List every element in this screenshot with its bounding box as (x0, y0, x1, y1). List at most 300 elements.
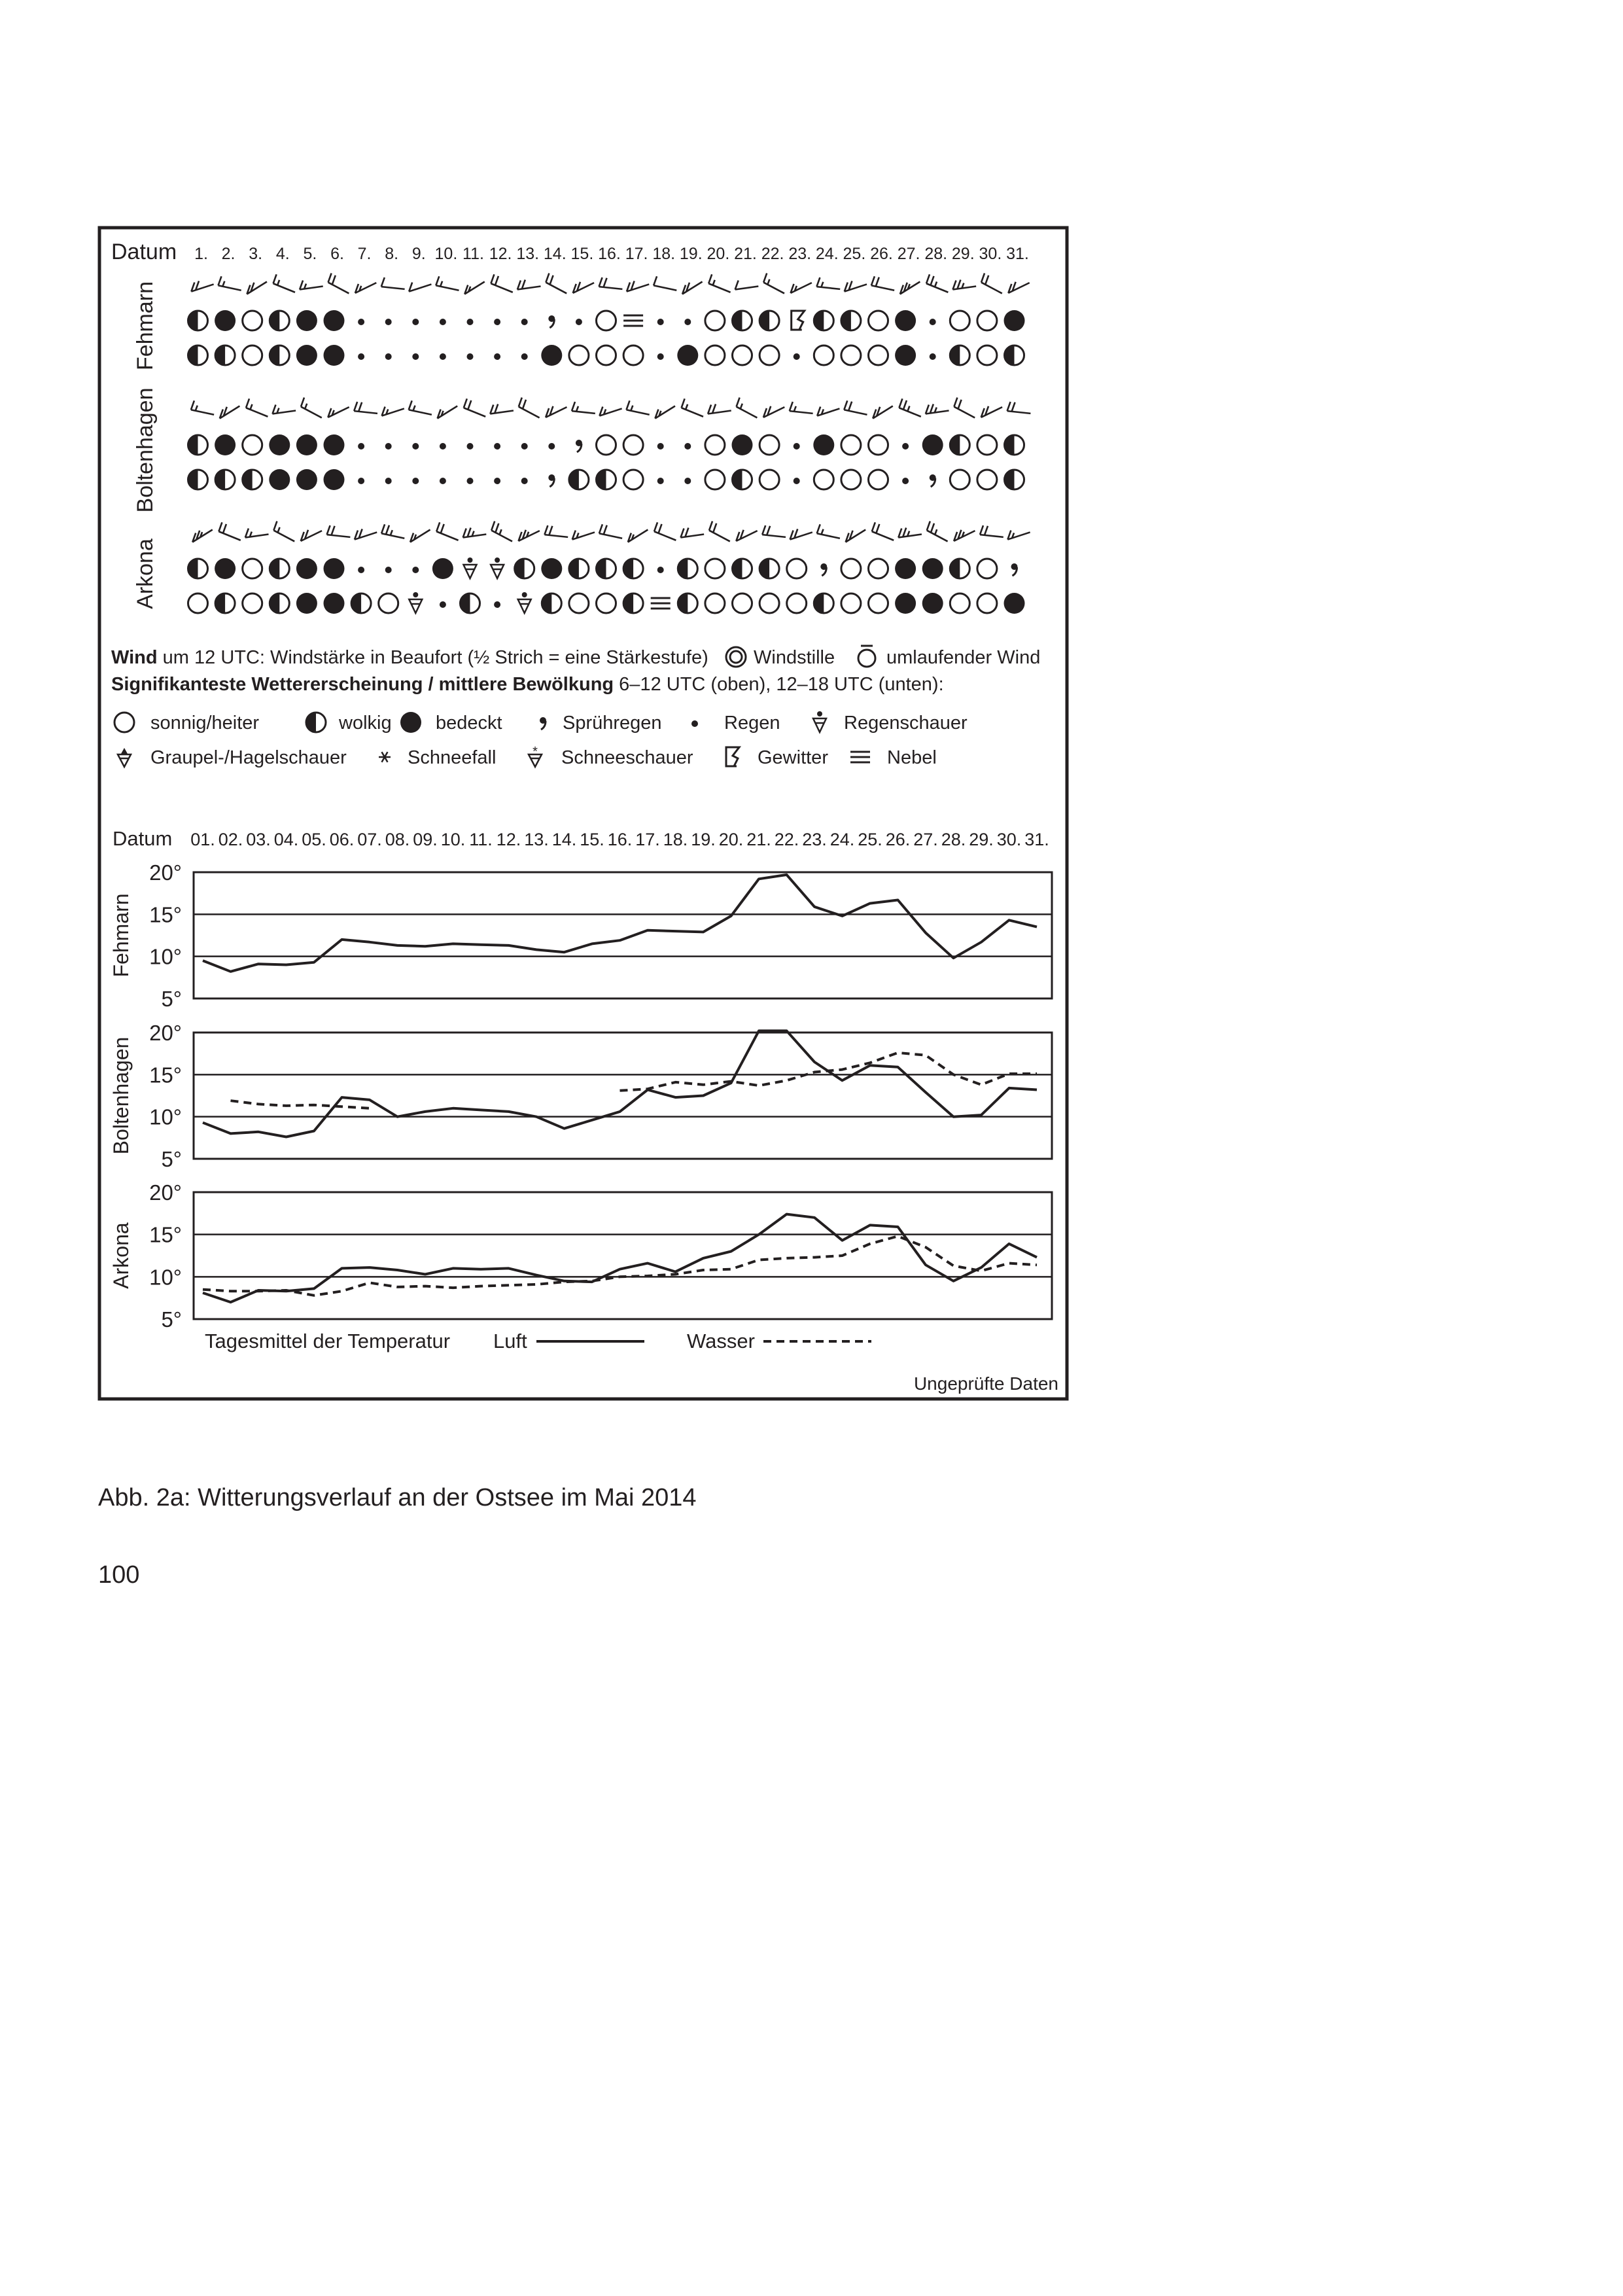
weather-symbol-sonnig (705, 559, 725, 578)
weather-symbol-wolkig (1005, 435, 1024, 455)
weather-symbol-sonnig (569, 345, 589, 365)
weather-symbol-sonnig (950, 311, 969, 330)
legend-label-bedeckt: bedeckt (436, 713, 502, 733)
wind-barb (655, 406, 675, 418)
weather-symbol-bedeckt (677, 345, 698, 366)
wind-barb (381, 524, 404, 538)
weather-symbol-bedeckt (732, 434, 753, 455)
day-label: 8. (385, 245, 399, 263)
y-tick-label: 15° (149, 1222, 182, 1247)
weather-symbol-sonnig (597, 593, 616, 613)
weather-symbol-sonnig (977, 435, 997, 455)
weather-symbol-sonnig (950, 593, 969, 613)
weather-symbol-sonnig (243, 345, 262, 365)
weather-symbol-spruehregen (540, 717, 546, 730)
weather-symbol-sonnig (841, 593, 861, 613)
day-label: 27. (897, 245, 920, 263)
wind-barb (628, 529, 648, 542)
wind-barb (192, 529, 213, 542)
day-label: 29. (951, 245, 975, 263)
weather-symbol-sonnig (841, 559, 861, 578)
weather-symbol-regen (412, 567, 419, 573)
wind-barb (546, 406, 567, 417)
wind-barb (1008, 282, 1029, 293)
weather-symbol-regen (385, 478, 392, 484)
wind-barb (218, 276, 241, 290)
weather-symbol-sonnig (243, 559, 262, 578)
wind-barb (817, 407, 839, 416)
day-label: 9. (411, 245, 426, 263)
y-tick-label: 20° (149, 1180, 182, 1205)
weather-symbol-schneeschauer (529, 745, 542, 767)
chart-day-label: 24. (829, 830, 855, 849)
chart-day-label: 26. (885, 830, 911, 849)
wind-barb (981, 274, 1002, 294)
weather-symbol-sonnig (597, 435, 616, 455)
wind-barb (817, 524, 840, 538)
weather-symbol-regen (494, 353, 500, 360)
weather-symbol-bedeckt (296, 434, 317, 455)
weather-symbol-regen (358, 478, 364, 484)
day-label: 26. (870, 245, 893, 263)
station-label-arkona: Arkona (133, 539, 158, 609)
wind-barb (845, 281, 867, 291)
wind-barb (191, 281, 213, 291)
date-header-chart: Datum (113, 827, 173, 850)
weather-symbol-bedeckt (324, 593, 345, 614)
wind-barb (327, 525, 351, 537)
day-label: 30. (979, 245, 1002, 263)
day-label: 10. (434, 245, 458, 263)
weather-symbol-bedeckt (296, 345, 317, 366)
weather-symbol-wolkig (1005, 345, 1024, 365)
weather-symbol-regen (794, 478, 800, 484)
day-label: 31. (1006, 245, 1029, 263)
wind-barb (708, 274, 730, 292)
weather-symbol-bedeckt (215, 558, 236, 579)
y-tick-label: 5° (161, 987, 182, 1011)
chart-day-label: 14. (551, 830, 577, 849)
temp-legend-wasser: Wasser (687, 1330, 755, 1352)
weather-symbol-wolkig (733, 559, 752, 578)
wind-barb (328, 407, 349, 417)
weather-symbol-sonnig (841, 470, 861, 489)
weather-symbol-bedeckt (922, 434, 943, 455)
legend-label-schneefall: Schneefall (408, 747, 497, 768)
wind-barb (409, 400, 432, 414)
wind-barb (546, 274, 567, 294)
wind-barb (708, 404, 731, 414)
weather-symbol-regen (440, 601, 446, 608)
weather-symbol-sonnig (869, 559, 888, 578)
wind-barb (790, 529, 812, 539)
wind-barb (491, 274, 512, 292)
chart-day-label: 13. (524, 830, 549, 849)
weather-symbol-wolkig (759, 559, 779, 578)
snow-star: * (532, 745, 538, 759)
weather-symbol-regen (412, 353, 419, 360)
umlaufender-wind-icon (858, 646, 875, 667)
weather-symbol-bedeckt (296, 558, 317, 579)
weather-symbol-regen (494, 478, 500, 484)
weather-symbol-wolkig (1005, 470, 1024, 489)
weather-symbol-regen (467, 443, 474, 450)
legend-label-nebel: Nebel (887, 747, 937, 768)
series-luft-boltenhagen (203, 1031, 1037, 1137)
y-tick-label: 10° (149, 944, 182, 969)
wind-barb (682, 398, 703, 416)
weather-symbol-sonnig (733, 345, 752, 365)
weather-symbol-wolkig (814, 593, 833, 613)
weather-symbol-regen (358, 443, 364, 450)
wind-barb (762, 525, 786, 537)
weather-symbol-regen (521, 443, 528, 450)
weather-symbol-wolkig (461, 593, 480, 613)
weather-symbol-sonnig (243, 593, 262, 613)
chart-day-label: 21. (746, 830, 771, 849)
weather-symbol-regen (902, 443, 909, 450)
figure-caption: Abb. 2a: Witterungsverlauf an der Ostsee im Mai 2014 (98, 1484, 697, 1511)
legend-section (111, 646, 1040, 768)
chart-station-label: Fehmarn (109, 893, 133, 978)
weather-symbol-regen (412, 443, 419, 450)
chart-day-label: 03. (246, 830, 271, 849)
weather-symbol-regen (930, 319, 936, 325)
legend-label-graupel: Graupel-/Hagelschauer (150, 747, 347, 768)
weather-symbol-regen (467, 319, 474, 325)
wind-barb (709, 521, 730, 542)
wind-barb (735, 281, 759, 290)
chart-day-label: 08. (385, 830, 410, 849)
chart-day-label: 01. (190, 830, 215, 849)
legend-label-schneeschauer: Schneeschauer (561, 747, 693, 768)
weather-symbol-regen (684, 319, 691, 325)
weather-symbol-bedeckt (895, 593, 916, 614)
weather-symbol-bedeckt (1004, 310, 1025, 331)
day-label: 4. (275, 245, 290, 263)
weather-symbol-sonnig (597, 345, 616, 365)
day-label: 6. (330, 245, 344, 263)
weather-symbol-sonnig (569, 593, 589, 613)
day-label: 28. (924, 245, 948, 263)
weather-symbol-wolkig (351, 593, 371, 613)
weather-symbol-sonnig (759, 345, 779, 365)
weather-symbol-wolkig (569, 559, 589, 578)
weather-symbol-wolkig (814, 311, 833, 330)
weather-symbol-spruehregen (1011, 563, 1018, 576)
weather-symbol-regen (691, 720, 698, 727)
weather-symbol-regen (440, 443, 446, 450)
chart-day-label: 12. (496, 830, 521, 849)
wind-barb (900, 281, 920, 294)
weather-symbol-wolkig (306, 713, 326, 732)
weather-symbol-regen (467, 478, 474, 484)
y-tick-label: 5° (161, 1307, 182, 1332)
chart-day-label: 06. (329, 830, 355, 849)
chart-day-label: 17. (635, 830, 660, 849)
weather-symbol-sonnig (787, 559, 807, 578)
chart-day-label: 18. (663, 830, 688, 849)
symbol-section (111, 239, 1030, 614)
weather-symbol-bedeckt (324, 434, 345, 455)
weather-symbol-wolkig (950, 435, 969, 455)
weather-symbol-sonnig (977, 311, 997, 330)
wind-barb (844, 400, 867, 414)
wind-barb (517, 280, 541, 290)
weather-symbol-sonnig (243, 435, 262, 455)
weather-symbol-bedeckt (296, 593, 317, 614)
day-label: 2. (221, 245, 236, 263)
legend-sig-text: Signifikanteste Wettererscheinung / mittlere Bewölkung 6–12 UTC (oben), 12–18 UTC (unten): (111, 674, 944, 695)
wind-barb (381, 277, 405, 289)
wind-barb (490, 404, 514, 414)
weather-symbol-bedeckt (324, 469, 345, 490)
wind-barb (436, 522, 458, 540)
weather-symbol-sonnig (977, 470, 997, 489)
day-label: 22. (761, 245, 784, 263)
weather-symbol-sonnig (977, 345, 997, 365)
wind-barb (1007, 402, 1031, 414)
weather-symbol-bedeckt (922, 593, 943, 614)
weather-symbol-bedeckt (400, 712, 421, 733)
weather-symbol-regen (385, 567, 392, 573)
station-label-boltenhagen: Boltenhagen (133, 387, 158, 513)
chart-station-label: Arkona (109, 1222, 133, 1289)
weather-symbol-wolkig (270, 345, 289, 365)
wind-barb (246, 398, 268, 416)
weather-symbol-regen (385, 319, 392, 325)
weather-symbol-wolkig (188, 559, 208, 578)
chart-day-label: 28. (941, 830, 966, 849)
weather-symbol-sonnig (114, 713, 134, 732)
chart-day-label: 29. (969, 830, 994, 849)
weather-symbol-bedeckt (541, 558, 562, 579)
legend-label-regen: Regen (724, 713, 780, 733)
weather-symbol-regenschauer (813, 711, 826, 732)
chart-day-label: 07. (357, 830, 382, 849)
wind-barb (952, 280, 976, 290)
chart-day-label: 02. (218, 830, 243, 849)
day-label: 23. (788, 245, 812, 263)
wind-barb (436, 276, 459, 290)
wind-barb (572, 402, 595, 414)
weather-symbol-gewitter (792, 311, 805, 330)
footnote: Ungeprüfte Daten (913, 1373, 1058, 1394)
wind-barb (409, 283, 431, 292)
weather-symbol-regen (657, 443, 664, 450)
weather-symbol-regenschauer (464, 557, 477, 578)
panel-frame (194, 872, 1052, 998)
weather-symbol-wolkig (270, 311, 289, 330)
legend-label-spruehregen: Sprühregen (563, 713, 662, 733)
weather-symbol-spruehregen (930, 474, 936, 487)
weather-symbol-sonnig (733, 593, 752, 613)
weather-symbol-sonnig (705, 345, 725, 365)
weather-symbol-sonnig (869, 593, 888, 613)
legend-umlaufend: umlaufender Wind (886, 647, 1041, 668)
day-label: 14. (543, 245, 567, 263)
weather-symbol-regen (358, 567, 364, 573)
day-label: 17. (625, 245, 648, 263)
wind-barb (355, 529, 377, 539)
wind-barb (873, 406, 893, 418)
weather-symbol-regen (684, 443, 691, 450)
weather-symbol-wolkig (597, 470, 616, 489)
date-header-symbols: Datum (111, 239, 177, 264)
weather-symbol-regen (794, 353, 800, 360)
weather-symbol-sonnig (243, 311, 262, 330)
weather-symbol-wolkig (733, 470, 752, 489)
weather-symbol-sonnig (977, 559, 997, 578)
weather-symbol-spruehregen (820, 563, 827, 576)
weather-symbol-bedeckt (813, 434, 834, 455)
weather-symbol-regen (494, 443, 500, 450)
weather-symbol-wolkig (270, 559, 289, 578)
weather-symbol-wolkig (188, 470, 208, 489)
wind-barb (573, 282, 594, 293)
weather-symbol-wolkig (243, 470, 262, 489)
wind-barb (301, 530, 322, 541)
y-tick-label: 15° (149, 1063, 182, 1087)
day-label: 25. (843, 245, 866, 263)
wind-barb (491, 521, 512, 542)
day-label: 3. (249, 245, 263, 263)
weather-symbol-sonnig (597, 311, 616, 330)
weather-symbol-bedeckt (324, 558, 345, 579)
chart-day-label: 27. (913, 830, 938, 849)
day-label: 19. (679, 245, 703, 263)
y-tick-label: 10° (149, 1265, 182, 1290)
chart-day-label: 05. (302, 830, 326, 849)
temperature-charts (109, 827, 1052, 1352)
weather-symbol-regen (657, 478, 664, 484)
weather-symbol-sonnig (869, 470, 888, 489)
weather-symbol-wolkig (678, 559, 697, 578)
wind-barb (954, 530, 975, 541)
weather-symbol-graupel (118, 748, 131, 767)
wind-barb (273, 521, 294, 542)
weather-symbol-wolkig (515, 559, 534, 578)
chart-day-label: 22. (774, 830, 799, 849)
wind-barb (464, 281, 485, 294)
weather-symbol-bedeckt (215, 434, 236, 455)
weather-symbol-wolkig (733, 311, 752, 330)
weather-symbol-bedeckt (541, 345, 562, 366)
weather-symbol-spruehregen (576, 440, 582, 452)
wind-barb (654, 522, 676, 540)
weather-symbol-regen (930, 353, 936, 360)
y-tick-label: 15° (149, 902, 182, 927)
weather-symbol-regen (440, 478, 446, 484)
chart-day-label: 04. (273, 830, 299, 849)
weather-symbol-bedeckt (922, 558, 943, 579)
legend-wind-text: Wind um 12 UTC: Windstärke in Beaufort (½ Strich = eine Stärkestufe) (111, 647, 708, 668)
weather-symbol-wolkig (215, 345, 235, 365)
day-label: 11. (462, 245, 484, 263)
weather-symbol-bedeckt (215, 310, 236, 331)
weather-symbol-regen (902, 478, 909, 484)
chart-day-label: 30. (996, 830, 1022, 849)
weather-symbol-wolkig (623, 593, 643, 613)
wind-barb (926, 404, 949, 414)
weather-symbol-regenschauer (491, 557, 504, 578)
wind-barb (790, 402, 813, 414)
wind-barb (981, 406, 1002, 417)
chart-day-label: 15. (580, 830, 604, 849)
day-label: 21. (734, 245, 757, 263)
day-label: 1. (194, 245, 208, 263)
wind-barb (791, 283, 812, 293)
weather-symbol-sonnig (814, 470, 833, 489)
wind-barb (872, 522, 894, 540)
weather-symbol-sonnig (705, 593, 725, 613)
weather-symbol-regen (385, 443, 392, 450)
day-label: 12. (489, 245, 512, 263)
wind-barb (544, 525, 568, 537)
y-tick-label: 20° (149, 1021, 182, 1045)
weather-symbol-sonnig (841, 435, 861, 455)
wind-barb (654, 276, 676, 290)
wind-barb (438, 406, 458, 418)
wind-barb (1007, 531, 1030, 540)
wind-barb (464, 398, 485, 416)
weather-symbol-wolkig (188, 311, 208, 330)
y-tick-label: 5° (161, 1147, 182, 1171)
weather-symbol-regen (385, 353, 392, 360)
weather-symbol-bedeckt (296, 469, 317, 490)
weather-symbol-regen (657, 567, 664, 573)
weather-symbol-wolkig (188, 435, 208, 455)
y-tick-label: 10° (149, 1104, 182, 1129)
page-number: 100 (98, 1561, 140, 1589)
weather-symbol-sonnig (759, 435, 779, 455)
day-label: 16. (598, 245, 621, 263)
legend-label-wolkig: wolkig (339, 713, 392, 733)
wind-barb (737, 398, 758, 418)
chart-station-label: Boltenhagen (109, 1036, 133, 1155)
weather-symbol-wolkig (678, 593, 697, 613)
weather-symbol-sonnig (188, 593, 208, 613)
weather-symbol-bedeckt (432, 558, 453, 579)
chart-day-label: 31. (1024, 830, 1049, 849)
weather-symbol-regen (412, 319, 419, 325)
panel-frame (194, 1192, 1052, 1319)
wind-barb (926, 274, 948, 292)
weather-symbol-regen (494, 319, 500, 325)
weather-symbol-bedeckt (324, 345, 345, 366)
wind-barb (980, 525, 1003, 537)
panel-boltenhagen (109, 1021, 1052, 1171)
weather-symbol-sonnig (759, 470, 779, 489)
weather-symbol-bedeckt (895, 558, 916, 579)
wind-barb (410, 529, 430, 542)
panel-fehmarn (109, 860, 1052, 1011)
legend-label-sonnig: sonnig/heiter (150, 713, 260, 733)
weather-symbol-bedeckt (895, 345, 916, 366)
wind-barb (599, 524, 622, 538)
wind-barb (736, 530, 757, 541)
weather-symbol-regenschauer (409, 592, 422, 613)
wind-barb (328, 274, 349, 294)
weather-symbol-bedeckt (269, 469, 290, 490)
wind-barb (301, 398, 322, 418)
weather-symbol-regenschauer (518, 592, 531, 613)
day-label: 7. (357, 245, 372, 263)
weather-symbol-wolkig (950, 559, 969, 578)
wind-barb (300, 281, 323, 290)
weather-symbol-regen (657, 319, 664, 325)
wind-barb (763, 406, 784, 417)
